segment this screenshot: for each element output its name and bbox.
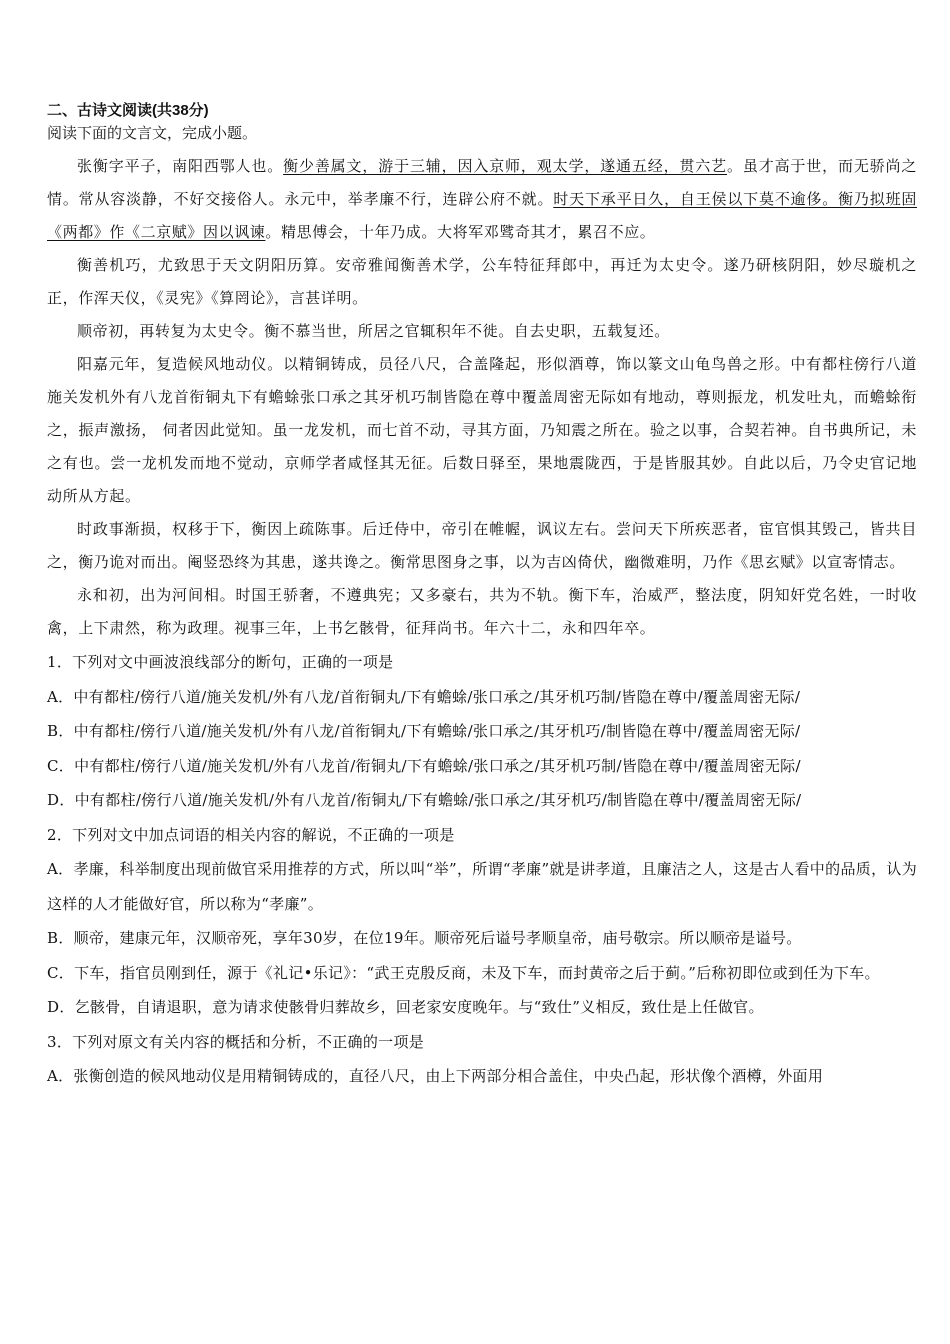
p1-text-a: 张衡字平子，南阳西鄂人也。	[77, 157, 284, 175]
question-1-option-c: C．中有都柱/傍行八道/施关发机/外有八龙首/衔铜丸/下有蟾蜍/张口承之/其牙机巧制/皆隐在尊中/覆盖周密无际/	[47, 756, 801, 775]
p1-text-c: 。精思傅会，十年乃成。大将军邓骘奇其才，累召不应。	[265, 223, 656, 241]
passage-paragraph-3: 顺帝初，再转复为太史令。衡不慕当世，所居之官辄积年不徙。自去史职，五载复还。	[77, 322, 670, 340]
question-1-option-d: D．中有都柱/傍行八道/施关发机/外有八龙首/衔铜丸/下有蟾蜍/张口承之/其牙机巧/制皆隐在尊中/覆盖周密无际/	[47, 791, 802, 809]
question-2-stem: 2．下列对文中加点词语的相关内容的解说，不正确的一项是	[47, 825, 455, 844]
underlined-sentence-1: 衡少善属文，游于三辅，因入京师，观太学，遂通五经，贯六艺	[283, 157, 728, 175]
section-instruction: 阅读下面的文言文，完成小题。	[47, 124, 258, 142]
passage-paragraph-2: 衡善机巧，尤致思于天文阴阳历算。安帝雅闻衡善术学，公车特征拜郎中，再迁为太史令。遂乃研核阴阳，妙尽璇机之正，作浑天仪，《灵宪》《算罔论》，言甚详明。	[47, 256, 917, 307]
question-3-option-a: A．张衡创造的候风地动仪是用精铜铸成的，直径八尺，由上下两部分相合盖住，中央凸起，形状像个酒樽，外面用	[47, 1067, 824, 1085]
passage-paragraph-4: 阳嘉元年，复造候风地动仪。以精铜铸成，员径八尺，合盖隆起，形似酒尊，饰以篆文山龟鸟兽之形。中有都柱傍行八道施关发机外有八龙首衔铜丸下有蟾蜍张口承之其牙机巧制皆隐在尊中覆盖周密无际如有地动，尊则振龙，机发吐丸，而蟾蜍衔之，振声激扬， 伺者因此觉知。虽一龙发机，而七首不动，寻其方面，乃知震之所在。验之以事，合契若神。自书典所记，未之有也。尝一龙机发而地不觉动，京师学者咸怪其无征。后数日驿至，果地震陇西，于是皆服其妙。自此以后，乃令史官记地动所从方起。	[47, 355, 917, 505]
passage-paragraph-6: 永和初，出为河间相。时国王骄奢，不遵典宪；又多豪右，共为不轨。衡下车，治威严，整法度，阴知奸党名姓，一时收禽，上下肃然，称为政理。视事三年，上书乞骸骨，征拜尚书。年六十二，永和四年卒。	[47, 586, 917, 637]
question-2-option-a: A．孝廉，科举制度出现前做官采用推荐的方式，所以叫“举”，所谓“孝廉”就是讲孝道，且廉洁之人，这是古人看中的品质，认为这样的人才能做好官，所以称为“孝廉”。	[47, 860, 917, 913]
question-2-option-c: C．下车，指官员刚到任，源于《礼记•乐记》：“武王克殷反商，未及下车，而封黄帝之后于蓟。”后称初即位或到任为下车。	[47, 963, 880, 982]
document-page	[47, 100, 917, 1094]
question-3-stem: 3．下列对原文有关内容的概括和分析，不正确的一项是	[47, 1032, 425, 1051]
question-2-option-d: D．乞骸骨，自请退职，意为请求使骸骨归葬故乡，回老家安度晚年。与“致仕”义相反，致仕是上任做官。	[47, 998, 764, 1016]
underlined-sentence-2: 时天下承平日久，自王侯以下莫不逾侈。衡乃拟班固《两都》作《二京赋》因以讽谏	[47, 190, 917, 241]
question-2-option-b: B．顺帝，建康元年，汉顺帝死，享年30岁，在位19年。顺帝死后谥号孝顺皇帝，庙号敬宗。所以顺帝是谥号。	[47, 929, 802, 947]
section-title: 二、古诗文阅读(共38分)	[47, 102, 209, 119]
passage-paragraph-5: 时政事渐损，权移于下，衡因上疏陈事。后迁侍中，帝引在帷幄，讽议左右。尝问天下所疾恶者，宦官惧其毁己，皆共目之，衡乃诡对而出。阉竖恐终为其患，遂共谗之。衡常思图身之事，以为吉凶倚伏，幽微难明，乃作《思玄赋》以宣寄情志。	[47, 520, 917, 571]
question-1-option-a: A．中有都柱/傍行八道/施关发机/外有八龙/首衔铜丸/下有蟾蜍/张口承之/其牙机巧制/皆隐在尊中/覆盖周密无际/	[47, 687, 801, 706]
question-1-stem: 1．下列对文中画波浪线部分的断句，正确的一项是	[47, 653, 394, 671]
question-1-option-b: B．中有都柱/傍行八道/施关发机/外有八龙/首衔铜丸/下有蟾蜍/张口承之/其牙机巧/制皆隐在尊中/覆盖周密无际/	[47, 722, 801, 740]
passage-paragraph-1	[47, 150, 917, 249]
p1-text-b: 。虽才高于世，而无骄尚之情。常从容淡静，不好交接俗人。永元中，举孝廉不行，连辟公府不就。	[47, 157, 918, 208]
